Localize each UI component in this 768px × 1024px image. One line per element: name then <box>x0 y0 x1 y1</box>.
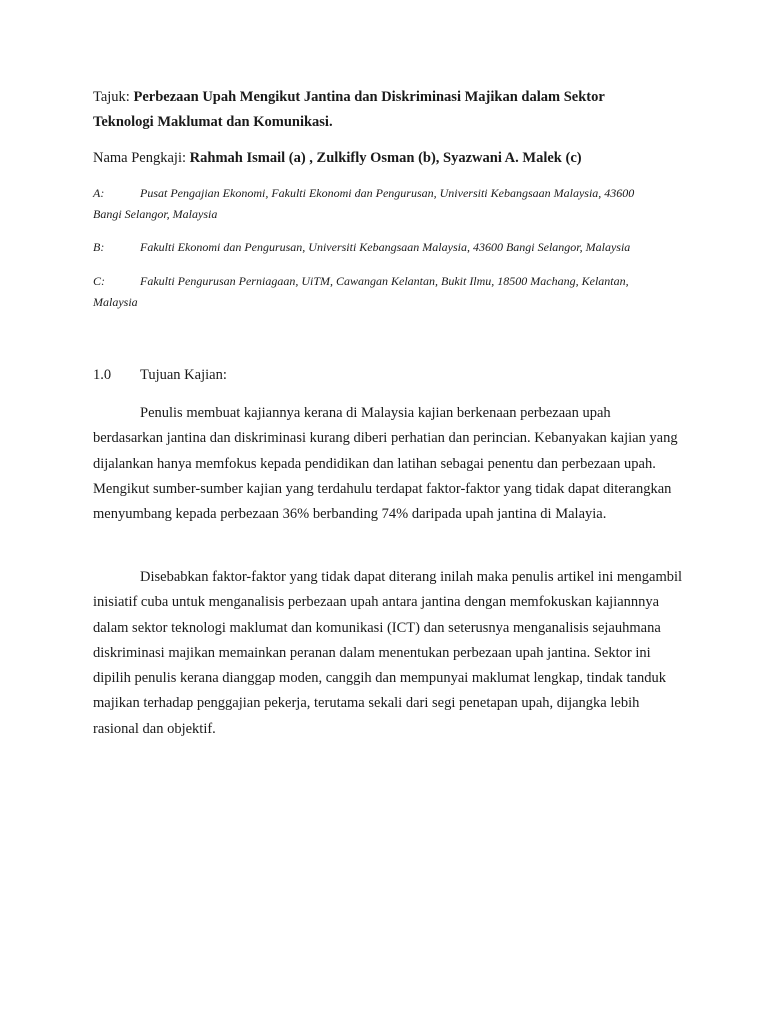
affiliation-b-tag: B: <box>93 240 105 254</box>
affiliation-c-line-1: Fakulti Pengurusan Perniagaan, UiTM, Cawangan Kelantan, Bukit Ilmu, 18500 Machang, Kelantan, <box>140 274 629 288</box>
affiliation-b <box>93 237 683 258</box>
affiliation-c-line-2: Malaysia <box>93 295 138 309</box>
section-number: 1.0 <box>93 367 112 383</box>
section-heading <box>93 365 227 385</box>
title-line-1 <box>93 84 683 110</box>
paragraph-1: Penulis membuat kajiannya kerana di Malaysia kajian berkenaan perbezaan upah berdasarkan jantina dan diskriminasi kurang diberi perhatian dan perincian. Kebanyakan kajian yang dijalankan hanya memfokus kepada pendidikan dan latihan sebagai penentu dan perbezaan upah. Mengikut sumber-sumber kajian yang terdahulu terdapat faktor-faktor yang tidak dapat diterangkan menyumbang kepada perbezaan 36% berbanding 74% daripada upah jantina di Malayia. <box>93 405 678 523</box>
affiliation-c-tag: C: <box>93 274 105 288</box>
affiliation-c <box>93 271 683 313</box>
author-text: Rahmah Ismail (a) , Zulkifly Osman (b), Syazwani A. Malek (c) <box>189 150 582 166</box>
title-text-line-1: Perbezaan Upah Mengikut Jantina dan Diskriminasi Majikan dalam Sektor <box>133 89 605 105</box>
author-line <box>93 145 683 171</box>
title-line-2 <box>93 109 683 135</box>
title-label: Tajuk: <box>93 89 134 105</box>
paragraph-2: Disebabkan faktor-faktor yang tidak dapat diterang inilah maka penulis artikel ini mengambil inisiatif cuba untuk menganalisis perbezaan upah antara jantina dengan memfokuskan kajiannnya dalam sektor teknologi maklumat dan komunikasi (ICT) dan seterusnya menganalisis sejauhmana diskriminasi majikan memainkan peranan dalam menentukan perbezaan upah jantina. Sektor ini dipilih penulis kerana dianggap moden, canggih dan mempunyai maklumat lengkap, tindak tanduk majikan terhadap penggajian pekerja, terutama sekali dari segi penetapan upah, dijangka lebih rasional dan objektif. <box>93 569 683 737</box>
affiliation-a-line-2: Bangi Selangor, Malaysia <box>93 207 218 221</box>
affiliation-a <box>93 183 683 225</box>
author-label: Nama Pengkaji: <box>93 150 190 166</box>
affiliation-a-tag: A: <box>93 186 105 200</box>
section-title: Tujuan Kajian: <box>140 367 227 383</box>
affiliation-a-line-1: Pusat Pengajian Ekonomi, Fakulti Ekonomi dan Pengurusan, Universiti Kebangsaan Malaysia, 43600 <box>140 186 635 200</box>
title-text-line-2: Teknologi Maklumat dan Komunikasi. <box>93 114 333 130</box>
affiliation-b-line-1: Fakulti Ekonomi dan Pengurusan, Universiti Kebangsaan Malaysia, 43600 Bangi Selangor, Malaysia <box>140 240 631 254</box>
